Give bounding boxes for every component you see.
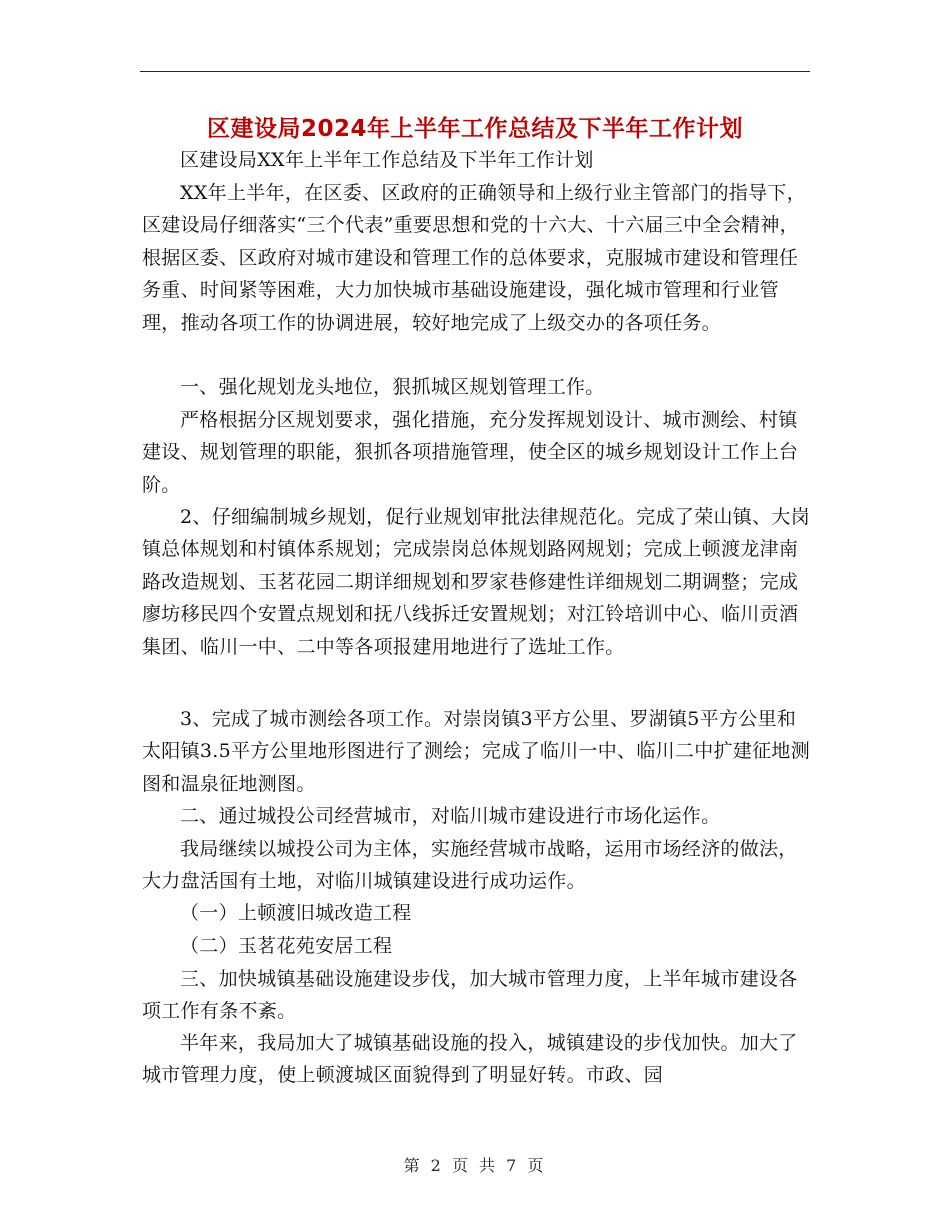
section-heading-2: 二、通过城投公司经营城市，对临川城市建设进行市场化运作。 xyxy=(180,805,721,827)
paragraph-item-3: 3、完成了城市测绘各项工作。对崇岗镇3平方公里、罗湖镇5平方公里和太阳镇3.5平方公里地形图进行了测绘；完成了临川一中、临川二中扩建征地测图和温泉征地测图。 xyxy=(142,708,811,795)
list-item-project-2: （二）玉茗花苑安居工程 xyxy=(180,935,393,957)
paragraph-item-2: 2、仔细编制城乡规划，促行业规划审批法律规范化。完成了荣山镇、大岗镇总体规划和村镇体系规划；完成崇岗总体规划路网规划；完成上顿渡龙津南路改造规划、玉茗花园二期详细规划和罗家巷修建性详细规划二期调整；完成廖坊移民四个安置点规划和抚八线拆迁安置规划；对江铃培训中心、临川贡酒集团、临川一中、二中等各项报建用地进行了选址工作。 xyxy=(142,506,810,658)
paragraph-infrastructure: 半年来，我局加大了城镇基础设施的投入，城镇建设的步伐加快。加大了城市管理力度，使上顿渡城区面貌得到了明显好转。市政、园 xyxy=(142,1032,798,1087)
document-title: 区建设局2024年上半年工作总结及下半年工作计划 xyxy=(206,116,743,142)
page-footer: 第 2 页 共 7 页 xyxy=(403,1156,547,1175)
paragraph-intro: XX年上半年，在区委、区政府的正确领导和上级行业主管部门的指导下，区建设局仔细落实“三个代表”重要思想和党的十六大、十六届三中全会精神，根据区委、区政府对城市建设和管理工作的总体要求，克服城市建设和管理任务重、时间紧等困难，大力加快城市基础设施建设，强化城市管理和行业管理，推动各项工作的协调进展，较好地完成了上级交办的各项任务。 xyxy=(142,182,806,334)
paragraph-subtitle: 区建设局XX年上半年工作总结及下半年工作计划 xyxy=(180,149,594,171)
section-heading-1: 一、强化规划龙头地位，狠抓城区规划管理工作。 xyxy=(180,376,605,398)
list-item-project-1: （一）上顿渡旧城改造工程 xyxy=(180,902,412,924)
section-heading-3: 三、加快城镇基础设施建设步伐，加大城市管理力度，上半年城市建设各项工作有条不紊。 xyxy=(142,968,798,1023)
paragraph-city-investment: 我局继续以城投公司为主体，实施经营城市战略，运用市场经济的做法，大力盘活国有土地，对临川城镇建设进行成功运作。 xyxy=(142,838,798,893)
paragraph-planning: 严格根据分区规划要求，强化措施，充分发挥规划设计、城市测绘、村镇建设、规划管理的职能，狠抓各项措施管理，使全区的城乡规划设计工作上台阶。 xyxy=(142,409,799,496)
header-rule xyxy=(140,71,810,72)
